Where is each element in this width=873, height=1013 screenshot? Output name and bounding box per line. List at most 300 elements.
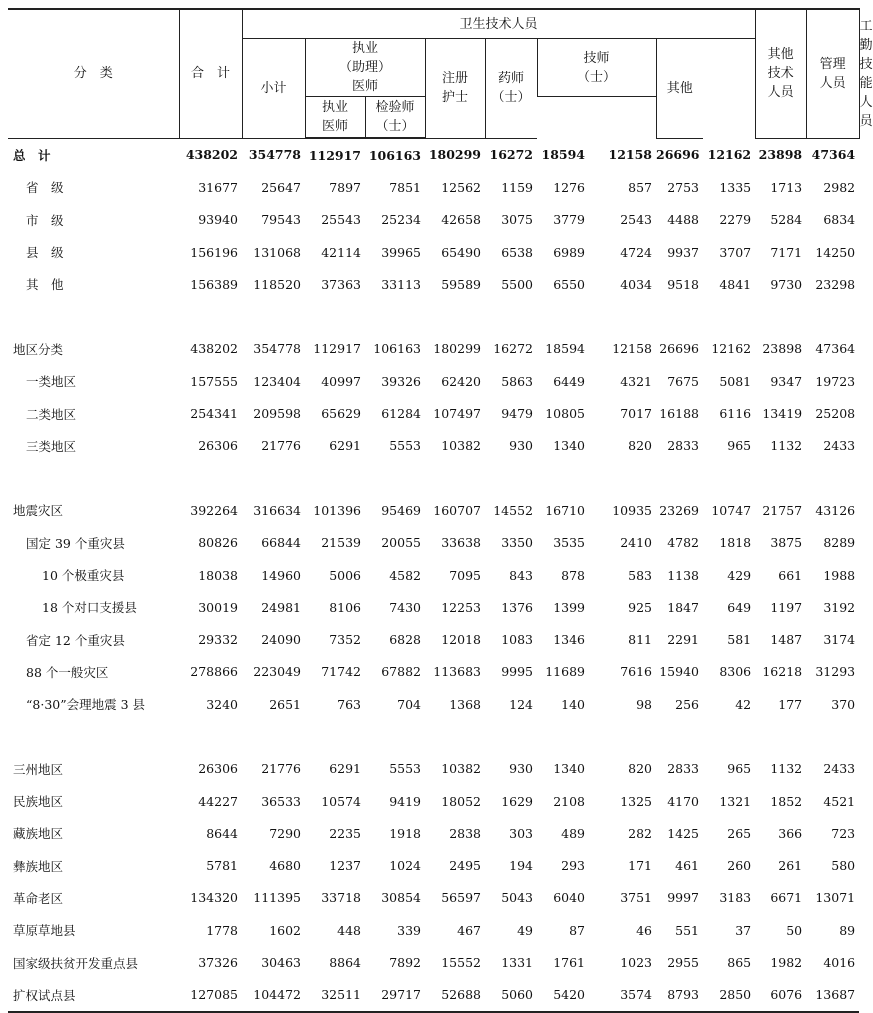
- table-cell: 7616: [620, 664, 652, 680]
- table-cell: 6989: [553, 244, 585, 260]
- table-cell: 6291: [329, 438, 361, 454]
- table-cell: 5006: [329, 567, 361, 583]
- header-line: 医师: [321, 119, 348, 134]
- table-cell: 366: [778, 825, 803, 841]
- table-cell: 265: [727, 825, 752, 841]
- table-row: [8, 946, 859, 978]
- table-cell: 21539: [321, 535, 361, 551]
- table-cell: 37326: [198, 955, 238, 971]
- table-cell: 180299: [433, 341, 481, 357]
- table-cell: 26306: [198, 438, 238, 454]
- table-cell: 7430: [389, 599, 421, 615]
- table-cell: 16710: [545, 502, 585, 518]
- table-cell: 256: [675, 696, 699, 712]
- table-cell: 1988: [823, 567, 856, 583]
- table-cell: 5781: [206, 858, 238, 874]
- table-cell: 42114: [321, 244, 361, 260]
- table-cell: 29717: [365, 979, 425, 1012]
- table-cell: 1276: [553, 179, 585, 195]
- table-cell: 7290: [269, 825, 301, 841]
- table-cell: 59589: [441, 276, 481, 292]
- table-cell: 2433: [823, 438, 856, 454]
- table-cell: 438202: [190, 341, 238, 357]
- header-category: 分 类: [8, 9, 179, 138]
- row-label: 省定 12 个重灾县: [26, 632, 125, 648]
- table-cell: 23269: [659, 502, 699, 518]
- table-row: [8, 623, 859, 655]
- table-cell: 1761: [553, 955, 585, 971]
- table-cell: 303: [509, 825, 533, 841]
- table-cell: 467: [457, 922, 481, 938]
- table-cell: 134320: [190, 890, 238, 906]
- table-cell: 7095: [449, 567, 481, 583]
- table-cell: 93940: [198, 212, 238, 228]
- table-cell: 2495: [449, 858, 481, 874]
- table-cell: 392264: [190, 502, 238, 518]
- table-cell: 15940: [659, 664, 699, 680]
- table-cell: 50: [786, 922, 803, 938]
- table-cell: 763: [337, 696, 361, 712]
- table-cell: 9347: [770, 373, 803, 389]
- row-label: 藏族地区: [13, 826, 64, 842]
- table-cell: 6538: [501, 244, 533, 260]
- table-cell: 16188: [659, 406, 699, 422]
- table-cell: 4782: [667, 535, 699, 551]
- table-cell: 101396: [313, 502, 361, 518]
- table-cell: 87: [569, 922, 585, 938]
- table-cell: 1368: [449, 696, 481, 712]
- table-cell: 10382: [441, 438, 481, 454]
- table-row: [8, 397, 859, 429]
- table-cell: 1778: [206, 922, 238, 938]
- table-cell: 30463: [261, 955, 301, 971]
- table-cell: 118520: [253, 276, 301, 292]
- table-cell: 47364: [815, 341, 856, 357]
- table-cell: 107497: [433, 406, 481, 422]
- table-cell: 2982: [823, 179, 856, 195]
- table-cell: 61284: [381, 406, 421, 422]
- table-cell: 25234: [381, 212, 421, 228]
- table-cell: 6834: [823, 212, 856, 228]
- table-cell: 6550: [553, 276, 585, 292]
- table-cell: 37: [735, 922, 752, 938]
- table-cell: 13071: [815, 890, 856, 906]
- table-cell: 62420: [441, 373, 481, 389]
- spacer-cell: [8, 720, 859, 752]
- table-cell: 23898: [762, 341, 803, 357]
- table-cell: 18052: [441, 793, 481, 809]
- table-row: [8, 204, 859, 236]
- table-cell: 10747: [711, 502, 752, 518]
- table-row: [8, 979, 859, 1012]
- header-line: 护士: [441, 90, 468, 106]
- table-cell: 127085: [179, 979, 242, 1012]
- table-cell: 3535: [553, 535, 585, 551]
- table-cell: 124: [509, 696, 533, 712]
- table-cell: 7171: [770, 244, 803, 260]
- header-practicing-physician: [305, 39, 425, 97]
- row-label: 一类地区: [26, 374, 77, 390]
- spacer-cell: [8, 462, 859, 494]
- table-cell: 3751: [620, 890, 652, 906]
- table-cell: 1602: [269, 922, 301, 938]
- table-cell: 21776: [261, 761, 301, 777]
- table-row: [8, 753, 859, 785]
- row-label: 地区分类: [13, 341, 64, 357]
- table-cell: 583: [628, 567, 652, 583]
- table-cell: 4582: [389, 567, 421, 583]
- table-row: [8, 785, 859, 817]
- table-cell: 1197: [770, 599, 803, 615]
- table-row: [8, 559, 859, 591]
- table-cell: 704: [397, 696, 421, 712]
- table-cell: 15552: [441, 955, 481, 971]
- table-cell: 10382: [441, 761, 481, 777]
- table-cell: 5081: [719, 373, 752, 389]
- table-cell: 1340: [553, 438, 585, 454]
- table-cell: 3574: [589, 979, 656, 1012]
- table-cell: 7851: [389, 179, 421, 195]
- table-cell: 4680: [269, 858, 301, 874]
- table-cell: 3875: [770, 535, 803, 551]
- table-cell: 1132: [770, 761, 803, 777]
- table-cell: 26306: [198, 761, 238, 777]
- table-cell: 1818: [719, 535, 752, 551]
- table-cell: 3779: [553, 212, 585, 228]
- staff-statistics-table: 分 类 合 计 卫生技术人员 其他 技术 人员 管理 人员 工勤 技能 人员 小计 执业 （助理） 医师 注册 护士 药师 （士） 技师 （士） 其他 执业 医师 检验师 （士） 总 计 438202 354778 112917 106163 180299 16272 18594 12158 26696 12162 23898 47364 省 级 31677 25647 7897 7851 12562 1159 1276 857 2753 1335 1713 2982 市 级 93940 79543 25543 25234 42658 3075 3779 2543 4488 2279 5284 6834 县 级 156196 131068 42114 39965 65490 6538 6989 4724 9937 3707 7171 14250 其 他 156389 118520 37363 33113 59589 5500 6550 4034 9518 4841 9730 23298 地区分类 438202 354778 112917 106163 180299 16272 18594 12158 26696 12162 23898 47364 一类地区 157555 123404 40997 39326 62420 5863 6449 4321 7675 5081 9347 19723 二类地区 254341 209598 65629 61284 107497 9479 10805 7017 16188 6116 13419 25208 三类地区 26306 21776 6291 5553 10382 930 1340 820 2833 965 1132 2433 地震灾区 392264 316634 101396 95469 160707 14552 16710 10935 23269 10747 21757 43126 国定 39 个重灾县 80826 66844 21539 20055 33638 3350 3535 2410 4782 1818 3875 8289 10 个极重灾县 18038 14960 5006 4582 7095 843 878 583 1138 429 661 1988 18 个对口支援县 30019 24981 8106 7430 12253 1376 1399 925 1847 649 1197 3192 省定 12 个重灾县 29332 24090 7352 6828 12018 1083 1346 811 2291 581 1487 3174 88 个一般灾区 278866 223049 71742 67882 113683 9995 11689 7616 15940 8306 16218 31293 “8·30”会理地震 3 县 3240 2651 763 704 1368 124 140 98 256 42 177 370 三州地区 26306 21776 6291 5553 10382 930 1340 820 2833 965 1132 2433 民族地区 44227 36533 10574 9419 18052 1629 2108 1325 4170 1321 1852 4521 藏族地区 8644 7290 2235 1918 2838 303 489 282 1425 265 366 723 彝族地区 5781 4680 1237 1024 2495 194 293 171 461 260 261 580 革命老区 134320 111395 33718 30854 56597 5043 6040 3751 9997 3183 6671 13071 草原草地县 1778 1602 448 339 467 49 87 46 551 37 50 89 国家级扶贫开发重点县 37326 30463 8864 7892 15552 1331 1761 1023 2955 865 1982 4016 扩权试点县 127085 104472 32511 29717 52688 5060 5420 3574 8793 2850 6076 13687: [8, 8, 859, 1013]
- header-line: 药师: [497, 71, 524, 87]
- table-cell: 156196: [190, 244, 238, 260]
- table-cell: 316634: [253, 502, 301, 518]
- row-label: 革命老区: [13, 890, 64, 906]
- table-cell: 13687: [806, 979, 859, 1012]
- table-cell: 40997: [321, 373, 361, 389]
- table-cell: 965: [727, 438, 752, 454]
- table-cell: 71742: [321, 664, 361, 680]
- table-cell: 1024: [389, 858, 421, 874]
- table-cell: 156389: [190, 276, 238, 292]
- table-cell: 19723: [815, 373, 856, 389]
- table-cell: 5284: [770, 212, 803, 228]
- header-line: 医师: [351, 79, 378, 94]
- table-cell: 2838: [449, 825, 481, 841]
- table-cell: 370: [831, 696, 856, 712]
- row-label: 18 个对口支援县: [42, 600, 137, 616]
- header-other: 其他: [656, 39, 703, 139]
- table-cell: 31677: [198, 179, 238, 195]
- table-cell: 1340: [553, 761, 585, 777]
- table-cell: 2850: [703, 979, 755, 1012]
- table-cell: 112917: [308, 147, 361, 163]
- table-cell: 1918: [389, 825, 421, 841]
- table-cell: 14250: [815, 244, 856, 260]
- table-cell: 278866: [190, 664, 238, 680]
- table-cell: 6116: [719, 406, 752, 422]
- table-cell: 5043: [501, 890, 533, 906]
- table-cell: 18038: [198, 567, 238, 583]
- table-cell: 489: [561, 825, 585, 841]
- table-cell: 581: [727, 632, 752, 648]
- table-cell: 3075: [501, 212, 533, 228]
- table-cell: 820: [628, 761, 652, 777]
- table-cell: 43126: [815, 502, 856, 518]
- header-health-tech: 卫生技术人员: [242, 9, 755, 39]
- table-cell: 65490: [441, 244, 481, 260]
- table-cell: 6076: [755, 979, 806, 1012]
- table-cell: 354778: [253, 341, 301, 357]
- table-cell: 7675: [667, 373, 699, 389]
- row-label: 三州地区: [13, 761, 64, 777]
- table-cell: 46: [636, 922, 652, 938]
- table-cell: 2433: [823, 761, 856, 777]
- table-cell: 1083: [501, 632, 533, 648]
- table-cell: 23898: [758, 147, 803, 163]
- table-cell: 1335: [719, 179, 752, 195]
- table-cell: 24090: [261, 632, 301, 648]
- table-cell: 2108: [553, 793, 585, 809]
- table-cell: 14552: [493, 502, 533, 518]
- table-cell: 6040: [553, 890, 585, 906]
- table-row: [8, 817, 859, 849]
- table-cell: 282: [628, 825, 652, 841]
- table-cell: 79543: [261, 212, 301, 228]
- table-cell: 33718: [321, 890, 361, 906]
- table-cell: 39965: [381, 244, 421, 260]
- table-cell: 1159: [501, 179, 533, 195]
- table-cell: 661: [778, 567, 803, 583]
- table-cell: 930: [509, 761, 533, 777]
- table-cell: 8864: [329, 955, 361, 971]
- table-cell: 6828: [389, 632, 421, 648]
- table-cell: 98: [636, 696, 652, 712]
- table-cell: 6449: [553, 373, 585, 389]
- row-label: 市 级: [26, 212, 64, 228]
- table-row: [8, 914, 859, 946]
- table-row: [8, 527, 859, 559]
- table-cell: 6671: [770, 890, 803, 906]
- table-cell: 2543: [620, 212, 652, 228]
- table-cell: 254341: [190, 406, 238, 422]
- table-row: [8, 138, 859, 171]
- table-cell: 7892: [389, 955, 421, 971]
- table-cell: 9419: [389, 793, 421, 809]
- table-cell: 20055: [381, 535, 421, 551]
- table-cell: 4841: [719, 276, 752, 292]
- header-other-tech: [755, 9, 806, 138]
- table-cell: 354778: [248, 147, 301, 163]
- table-cell: 3174: [823, 632, 856, 648]
- table-cell: 2833: [667, 761, 699, 777]
- table-cell: 1331: [501, 955, 533, 971]
- table-cell: 25208: [815, 406, 856, 422]
- table-cell: 21757: [762, 502, 803, 518]
- table-cell: 1346: [553, 632, 585, 648]
- table-cell: 47364: [811, 147, 856, 163]
- table-cell: 930: [509, 438, 533, 454]
- table-cell: 23298: [815, 276, 856, 292]
- table-cell: 12253: [441, 599, 481, 615]
- row-label: 二类地区: [26, 406, 77, 422]
- table-cell: 3240: [206, 696, 238, 712]
- table-cell: 1713: [770, 179, 803, 195]
- table-cell: 24981: [261, 599, 301, 615]
- table-cell: 8289: [823, 535, 856, 551]
- table-cell: 4170: [667, 793, 699, 809]
- spacer-row: [8, 462, 859, 494]
- table-cell: 5060: [485, 979, 537, 1012]
- table-row: [8, 365, 859, 397]
- row-label: 地震灾区: [13, 503, 64, 519]
- table-cell: 965: [727, 761, 752, 777]
- table-cell: 9995: [501, 664, 533, 680]
- table-cell: 3707: [719, 244, 752, 260]
- header-line: 执业: [351, 41, 378, 56]
- row-label: 88 个一般灾区: [26, 664, 109, 680]
- row-label: 国家级扶贫开发重点县: [13, 955, 139, 971]
- table-row: [8, 171, 859, 203]
- table-row: [8, 236, 859, 268]
- table-cell: 52688: [425, 979, 485, 1012]
- table-cell: 16272: [493, 341, 533, 357]
- table-cell: 2651: [269, 696, 301, 712]
- table-cell: 80826: [198, 535, 238, 551]
- table-row: [8, 882, 859, 914]
- table-row: [8, 268, 859, 300]
- table-cell: 160707: [433, 502, 481, 518]
- table-cell: 8644: [206, 825, 238, 841]
- table-row: [8, 688, 859, 720]
- table-cell: 65629: [321, 406, 361, 422]
- table-cell: 18594: [541, 147, 585, 163]
- table-cell: 811: [628, 632, 652, 648]
- table-cell: 25543: [321, 212, 361, 228]
- row-label: 民族地区: [13, 794, 64, 810]
- table-cell: 9937: [667, 244, 699, 260]
- table-cell: 95469: [381, 502, 421, 518]
- header-line: （士）: [375, 119, 415, 134]
- row-label: 三类地区: [26, 438, 77, 454]
- table-cell: 131068: [253, 244, 301, 260]
- header-pharmacist: [485, 39, 537, 139]
- table-cell: 5553: [389, 438, 421, 454]
- table-cell: 9730: [770, 276, 803, 292]
- header-line: （助理）: [338, 60, 391, 75]
- table-cell: 1982: [770, 955, 803, 971]
- table-cell: 293: [561, 858, 585, 874]
- table-cell: 438202: [185, 147, 238, 163]
- table-cell: 2753: [667, 179, 699, 195]
- table-cell: 8793: [656, 979, 703, 1012]
- table-cell: 3183: [719, 890, 752, 906]
- table-cell: 67882: [381, 664, 421, 680]
- table-cell: 339: [397, 922, 421, 938]
- header-line: 注册: [441, 71, 468, 87]
- table-cell: 36533: [261, 793, 301, 809]
- row-label: 10 个极重灾县: [42, 568, 125, 583]
- table-cell: 11689: [545, 664, 585, 680]
- table-cell: 106163: [373, 341, 421, 357]
- table-cell: 44227: [198, 793, 238, 809]
- table-cell: 180299: [428, 147, 481, 163]
- table-body: [8, 138, 859, 1012]
- table-cell: 9518: [667, 276, 699, 292]
- table-cell: 865: [727, 955, 752, 971]
- table-cell: 878: [561, 567, 585, 583]
- table-row: [8, 430, 859, 462]
- header-line: 执业: [321, 100, 348, 115]
- header-line: （士）: [491, 90, 531, 106]
- table-cell: 140: [561, 696, 585, 712]
- header-line: 技师: [583, 50, 610, 66]
- table-cell: 157555: [190, 373, 238, 389]
- table-cell: 1376: [501, 599, 533, 615]
- header-line: 检验师: [375, 100, 415, 115]
- table-cell: 12162: [711, 341, 752, 357]
- spacer-row: [8, 300, 859, 332]
- table-cell: 1321: [719, 793, 752, 809]
- table-cell: 30854: [381, 890, 421, 906]
- row-label: 其 他: [26, 277, 64, 293]
- table-cell: 111395: [253, 890, 301, 906]
- table-row: [8, 591, 859, 623]
- header-line: 技术: [767, 66, 794, 82]
- table-cell: 42: [735, 696, 752, 712]
- table-cell: 7017: [620, 406, 652, 422]
- table-cell: 223049: [253, 664, 301, 680]
- table-cell: 1425: [667, 825, 699, 841]
- table-cell: 1399: [553, 599, 585, 615]
- table-cell: 580: [831, 858, 856, 874]
- table-cell: 6291: [329, 761, 361, 777]
- header-management: [806, 9, 859, 138]
- table-cell: 12158: [612, 341, 652, 357]
- table-cell: 32511: [305, 979, 365, 1012]
- row-label: 扩权试点县: [8, 979, 179, 1012]
- row-label: 县 级: [26, 245, 64, 261]
- table-cell: 5553: [389, 761, 421, 777]
- table-cell: 26696: [659, 341, 699, 357]
- row-label: 省 级: [26, 180, 64, 196]
- table-cell: 194: [509, 858, 533, 874]
- table-cell: 4521: [823, 793, 856, 809]
- table-cell: 25647: [261, 179, 301, 195]
- header-line: 人员: [767, 85, 794, 101]
- table-cell: 1852: [770, 793, 803, 809]
- header-line: （士）: [576, 69, 616, 85]
- header-line: 管理: [819, 56, 846, 72]
- table-cell: 42658: [441, 212, 481, 228]
- table-cell: 12162: [707, 147, 752, 163]
- table-cell: 9997: [667, 890, 699, 906]
- table-cell: 2279: [719, 212, 752, 228]
- table-cell: 9479: [501, 406, 533, 422]
- table-cell: 7352: [329, 632, 361, 648]
- table-cell: 39326: [381, 373, 421, 389]
- table-cell: 12562: [441, 179, 481, 195]
- table-cell: 37363: [321, 276, 361, 292]
- table-cell: 14960: [261, 567, 301, 583]
- table-cell: 2410: [620, 535, 652, 551]
- table-cell: 10935: [612, 502, 652, 518]
- table-cell: 89: [839, 922, 856, 938]
- table-cell: 12018: [441, 632, 481, 648]
- table-cell: 1487: [770, 632, 803, 648]
- header-lab-technician: [365, 97, 425, 139]
- table-cell: 123404: [253, 373, 301, 389]
- table-cell: 16272: [489, 147, 533, 163]
- table-cell: 925: [628, 599, 652, 615]
- table-cell: 1138: [667, 567, 699, 583]
